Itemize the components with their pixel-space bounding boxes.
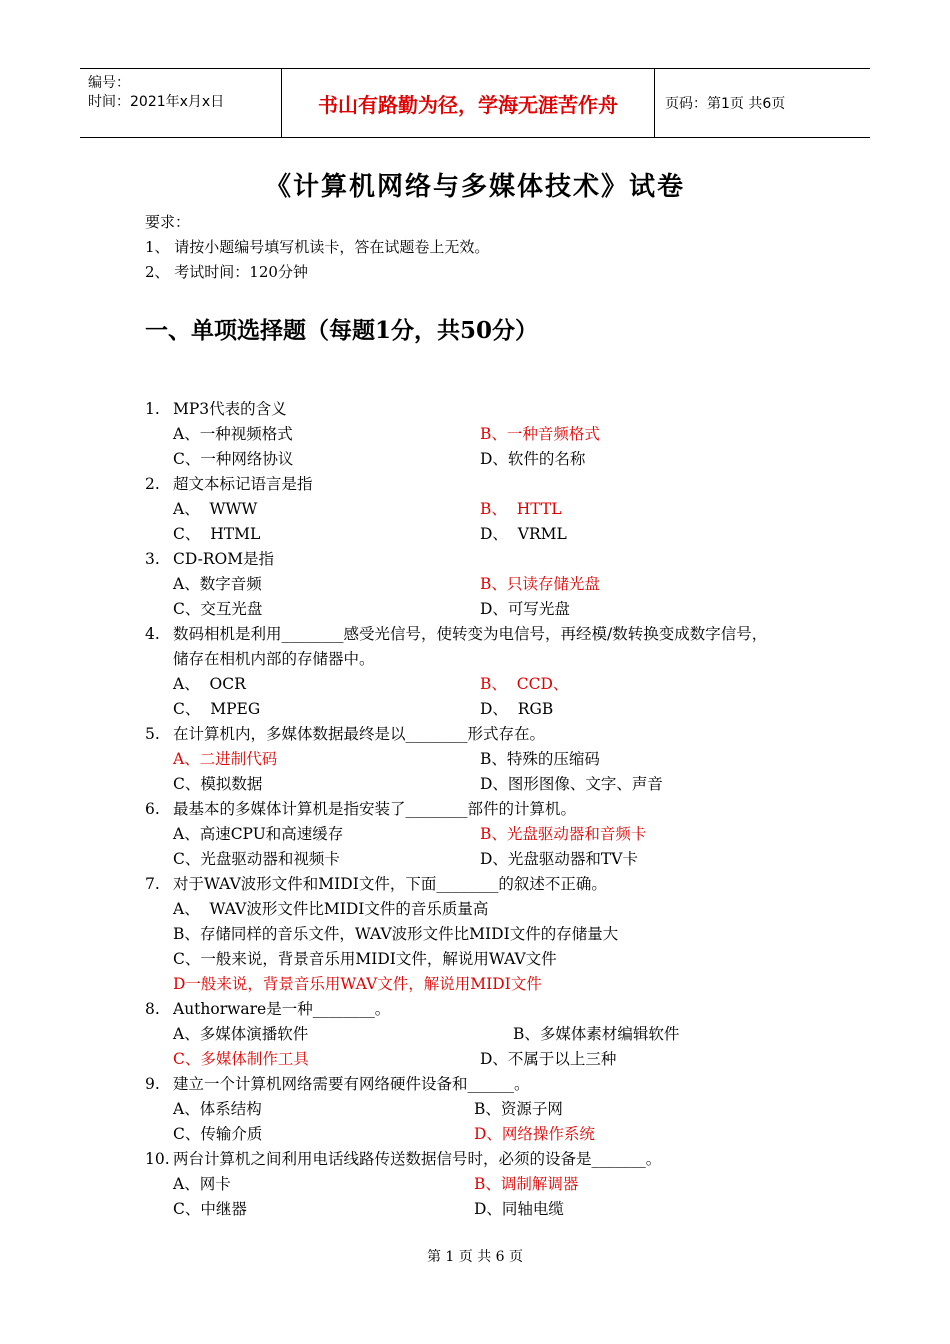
option: D、不属于以上三种 xyxy=(480,1050,617,1068)
question-7: 7. 对于WAV波形文件和MIDI文件，下面________的叙述不正确。 xyxy=(145,875,607,893)
option: C、传输介质 xyxy=(173,1125,263,1143)
option: D、软件的名称 xyxy=(480,450,586,468)
option: C、光盘驱动器和视频卡 xyxy=(173,850,340,868)
option: A、数字音频 xyxy=(173,575,262,593)
option: D、 RGB xyxy=(480,700,554,718)
option: C、交互光盘 xyxy=(173,600,263,618)
exam-title: 《计算机网络与多媒体技术》试卷 xyxy=(264,172,685,202)
option-answer: B、调制解调器 xyxy=(474,1175,579,1193)
option: A、 WAV波形文件比MIDI文件的音乐质量高 xyxy=(173,900,489,918)
page-footer: 第 1 页 共 6 页 xyxy=(426,1249,524,1265)
option: A、 WWW xyxy=(173,500,258,518)
requirements-heading: 要求： xyxy=(145,213,191,231)
option: C、 MPEG xyxy=(173,700,261,718)
option: A、体系结构 xyxy=(173,1100,262,1118)
option: A、高速CPU和高速缓存 xyxy=(173,825,344,843)
option-answer: A、二进制代码 xyxy=(173,750,278,768)
question-4: 4. 数码相机是利用________感受光信号，使转变为电信号，再经模/数转换变成数字信号， xyxy=(145,625,768,643)
option: C、模拟数据 xyxy=(173,775,263,793)
question-10: 10. 两台计算机之间利用电话线路传送数据信号时，必须的设备是_______。 xyxy=(145,1150,662,1168)
option-answer: B、光盘驱动器和音频卡 xyxy=(480,825,647,843)
option: C、一种网络协议 xyxy=(173,450,294,468)
option: A、 OCR xyxy=(173,675,246,693)
option-answer: D、网络操作系统 xyxy=(474,1125,595,1143)
option-answer: B、一种音频格式 xyxy=(480,425,600,443)
code-label: 编号： xyxy=(88,75,130,91)
option-answer: C、多媒体制作工具 xyxy=(173,1050,309,1068)
option: A、多媒体演播软件 xyxy=(173,1025,309,1043)
question-1: 1. MP3代表的含义 xyxy=(145,400,287,418)
header-meta xyxy=(80,69,282,137)
question-4-continued: 储存在相机内部的存储器中。 xyxy=(173,650,375,668)
option: C、一般来说，背景音乐用MIDI文件，解说用WAV文件 xyxy=(173,950,557,968)
option: B、存储同样的音乐文件，WAV波形文件比MIDI文件的存储量大 xyxy=(173,925,619,943)
page-header xyxy=(80,68,870,138)
header-page-info: 页码：第1页 共6页 xyxy=(665,96,786,112)
option: D、图形图像、文字、声音 xyxy=(480,775,663,793)
option: B、特殊的压缩码 xyxy=(480,750,600,768)
option: C、 HTML xyxy=(173,525,261,543)
option: D、同轴电缆 xyxy=(474,1200,564,1218)
option: D、光盘驱动器和TV卡 xyxy=(480,850,638,868)
option: D、 VRML xyxy=(480,525,567,543)
header-motto: 书山有路勤为径，学海无涯苦作舟 xyxy=(282,69,655,137)
option-answer: B、只读存储光盘 xyxy=(480,575,600,593)
requirement-item: 1、 请按小题编号填写机读卡，答在试题卷上无效。 xyxy=(145,238,490,256)
requirement-item: 2、 考试时间：120分钟 xyxy=(145,263,308,281)
option: D、可写光盘 xyxy=(480,600,570,618)
option: B、资源子网 xyxy=(474,1100,563,1118)
question-3: 3. CD-ROM是指 xyxy=(145,550,275,568)
option-answer: B、 HTTL xyxy=(480,500,562,518)
question-2: 2. 超文本标记语言是指 xyxy=(145,475,313,493)
option: B、多媒体素材编辑软件 xyxy=(513,1025,680,1043)
question-5: 5. 在计算机内，多媒体数据最终是以________形式存在。 xyxy=(145,725,546,743)
question-9: 9. 建立一个计算机网络需要有网络硬件设备和______。 xyxy=(145,1075,530,1093)
option-answer: B、 CCD、 xyxy=(480,675,569,693)
option-answer: D一般来说，背景音乐用WAV文件，解说用MIDI文件 xyxy=(173,975,542,993)
section-title: 一、单项选择题（每题1分，共50分） xyxy=(145,317,539,344)
option: C、中继器 xyxy=(173,1200,247,1218)
question-8: 8. Authorware是一种________。 xyxy=(145,1000,391,1018)
option: A、一种视频格式 xyxy=(173,425,293,443)
time-label: 时间：2021年x月x日 xyxy=(88,94,225,110)
question-6: 6. 最基本的多媒体计算机是指安装了________部件的计算机。 xyxy=(145,800,577,818)
option: A、网卡 xyxy=(173,1175,231,1193)
